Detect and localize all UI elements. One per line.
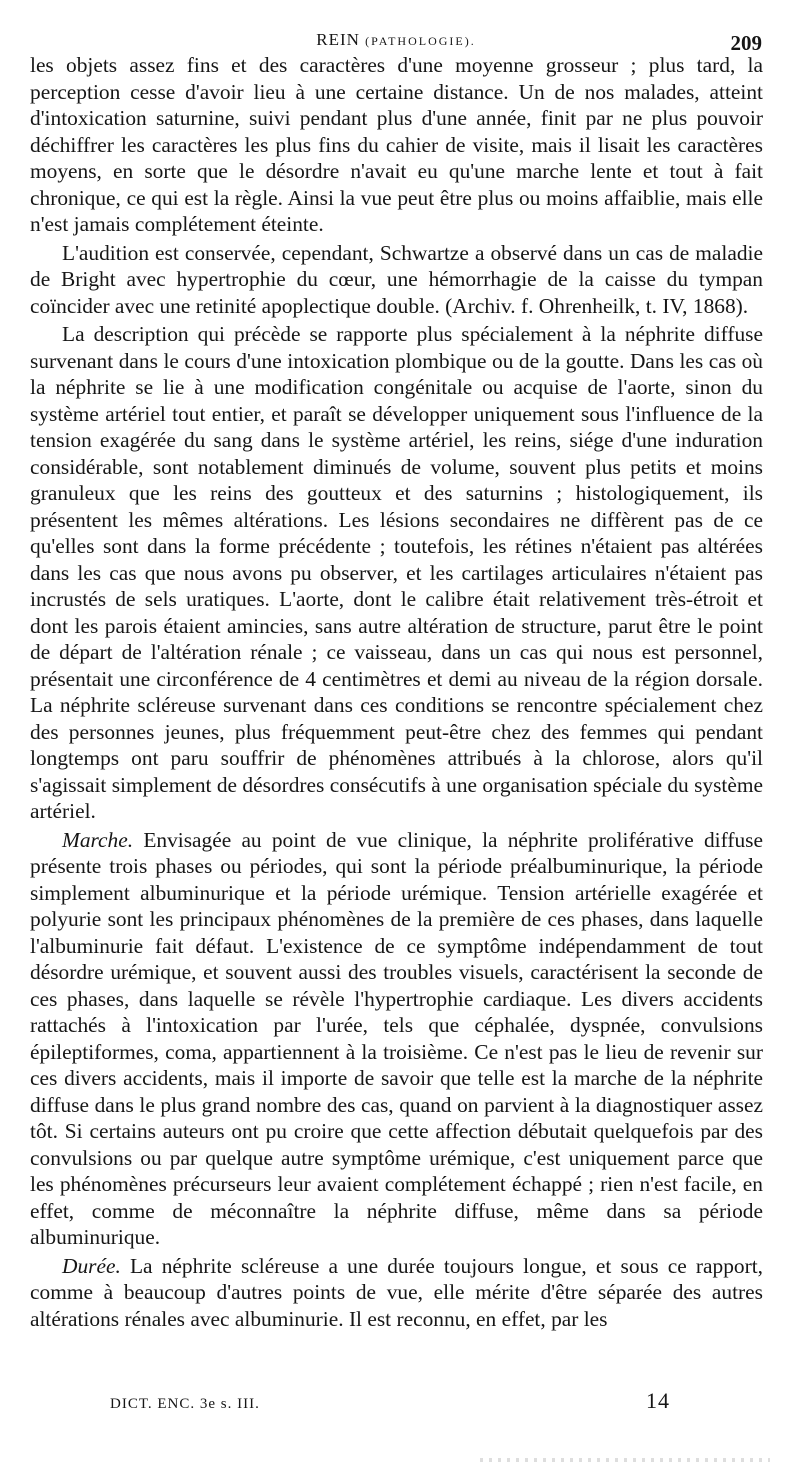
page-number: 209 xyxy=(730,31,762,55)
paragraph-text: L'audition est conservée, cependant, Schwartze a observé dans un cas de maladie de Bright avec hypertrophie du cœur, une hémorrhagie de la caisse du tympan coïncider avec une retinité apoplectique double. (Archiv. f. Ohrenheilk, t. IV, 1868). xyxy=(30,240,763,318)
paragraph-text: les objets assez fins et des caractères d'une moyenne grosseur ; plus tard, la perception cesse d'avoir lieu à une certaine distance. Un de nos malades, atteint d'intoxication saturnine, suivi pendant plus d'une année, finit par ne plus pouvoir déchiffrer les caractères les plus fins du cahier de visite, mais il lisait les caractères moyens, en sorte que le désordre n'avait eu qu'une marche lente et tout à fait chronique, ce qui est la règle. Ainsi la vue peut être plus ou moins affaiblie, mais elle n'est jamais complétement éteinte. xyxy=(30,53,763,236)
page-header xyxy=(30,30,762,54)
running-head-subtitle: (PATHOLOGIE). xyxy=(365,34,476,48)
running-head xyxy=(30,30,762,50)
page-footer xyxy=(110,1388,670,1428)
body-text xyxy=(30,52,763,1332)
paragraph-duree xyxy=(30,1253,763,1333)
bleed-through-mark xyxy=(480,1458,770,1462)
paragraph-text: La néphrite scléreuse a une durée toujours longue, et sous ce rapport, comme à beaucoup d'autres points de vue, elle mérite d'être séparée des autres altérations rénales avec albuminurie. Il est reconnu, en effet, par les xyxy=(30,1253,763,1331)
paragraph-text: La description qui précède se rapporte plus spécialement à la néphrite diffuse survenant dans le cours d'une intoxication plombique ou de la goutte. Dans les cas où la néphrite se lie à une modification congénitale ou acquise de l'aorte, sinon du système artériel tout entier, et paraît se développer uniquement sous l'influence de la tension exagérée du sang dans le système artériel, les reins, siége d'une induration considérable, sont notablement diminués de volume, souvent plus petits et moins granuleux que les reins des goutteux et des saturnins ; histologiquement, ils présentent les mêmes altérations. Les lésions secondaires ne diffèrent pas de ce qu'elles sont dans la forme précédente ; toutefois, les rétines n'étaient pas altérées dans les cas que nous avons pu observer, et les cartilages articulaires n'étaient pas incrustés de sels uratiques. L'aorte, dont le calibre était relativement très-étroit et dont les parois étaient amincies, sans autre altération de structure, parut être le point de départ de l'altération rénale ; ce vaisseau, dans un cas qui nous est personnel, présentait une circonférence de 4 centimètres et demi au niveau de la région dorsale. La néphrite scléreuse survenant dans ces conditions se rencontre spécialement chez des personnes jeunes, plus fréquemment peut-être chez des femmes qui pendant longtemps ont paru souffrir de phénomènes attribués à la chlorose, alors qu'il s'agissait simplement de désordres consécutifs à une organisation spéciale du système artériel. xyxy=(30,322,763,823)
paragraph-marche xyxy=(30,827,763,1251)
printer-signature: DICT. ENC. 3e s. III. xyxy=(110,1396,260,1412)
section-run-in-heading: Marche. xyxy=(62,827,134,852)
section-run-in-heading: Durée. xyxy=(62,1253,121,1278)
paragraph-continued xyxy=(30,52,763,238)
paragraph-description xyxy=(30,321,763,825)
sheet-number: 14 xyxy=(646,1388,670,1413)
paragraph-text: Envisagée au point de vue clinique, la néphrite proliférative diffuse présente trois phases ou périodes, qui sont la période préalbuminurique, la période simplement albuminurique et la période urémique. Tension artérielle exagérée et polyurie sont les principaux phénomènes de la première de ces phases, dans laquelle l'albuminurie fait défaut. L'existence de ce symptôme indépendamment de tout désordre urémique, et souvent aussi des troubles visuels, caractérisent la seconde de ces phases, dans laquelle se révèle l'hypertrophie cardiaque. Les divers accidents rattachés à l'intoxication par l'urée, tels que céphalée, dyspnée, convulsions épileptiformes, coma, appartiennent à la troisième. Ce n'est pas le lieu de revenir sur ces divers accidents, mais il importe de savoir que telle est la marche de la néphrite diffuse dans le plus grand nombre des cas, quand on parvient à la diagnostiquer assez tôt. Si certains auteurs ont pu croire que cette affection débutait quelquefois par des convulsions ou par quelque autre symptôme urémique, c'est uniquement parce que les phénomènes précurseurs leur avaient complétement échappé ; rien n'est facile, en effet, comme de méconnaître la néphrite diffuse, même dans sa période albuminurique. xyxy=(30,827,763,1249)
paragraph-audition xyxy=(30,240,763,320)
running-head-title: REIN xyxy=(316,30,360,49)
